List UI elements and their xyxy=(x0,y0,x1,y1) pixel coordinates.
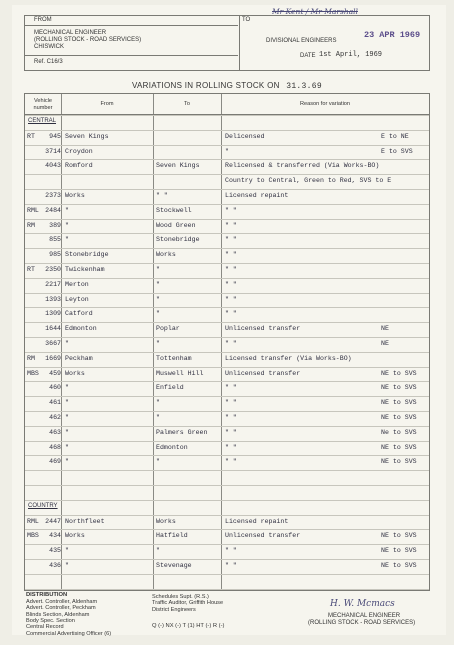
row-from: Works xyxy=(65,192,85,199)
row-reason: Unlicensed transfer xyxy=(225,532,301,540)
row-reason: " " xyxy=(225,458,237,466)
row-extra: E to SVS xyxy=(381,147,413,155)
vehicle-number: 459 xyxy=(49,369,61,377)
row-to: " xyxy=(156,340,160,347)
row-extra: NE to SVS xyxy=(381,414,417,421)
distribution-title: DISTRIBUTION xyxy=(26,592,68,598)
row-from: Catford xyxy=(65,310,93,318)
row-reason: Licensed repaint xyxy=(225,192,289,199)
col-header-from: From xyxy=(100,101,114,107)
row-reason: Delicensed xyxy=(225,132,265,140)
row-extra: NE xyxy=(381,340,389,347)
vehicle-number: 435 xyxy=(49,547,61,555)
title-text: VARIATIONS IN ROLLING STOCK ON xyxy=(132,81,280,90)
district-counts: Q (-) NX (-) T (1) HT (-) R (-) xyxy=(152,623,225,629)
row-from: Leyton xyxy=(65,295,89,303)
row-to: Wood Green xyxy=(156,221,196,229)
row-from: Works xyxy=(65,532,85,540)
vehicle-number: 389 xyxy=(49,221,61,229)
row-from: " xyxy=(65,384,69,392)
row-to: " xyxy=(156,266,160,273)
col-header-to: To xyxy=(184,101,190,107)
vehicle-number: 1644 xyxy=(45,325,61,333)
row-from: " xyxy=(65,206,69,214)
signature: H. W. Mcmacs xyxy=(330,599,395,609)
distribution-left-item: Commercial Advertising Officer (6) xyxy=(26,630,112,637)
row-to: Hatfield xyxy=(156,532,188,540)
row-from: " xyxy=(65,458,69,466)
row-reason: " " xyxy=(225,206,237,214)
from-line-2: (ROLLING STOCK - ROAD SERVICES) xyxy=(34,37,142,43)
distribution-left-item: Blinds Section, Aldenham xyxy=(26,611,90,618)
row-reason: " " xyxy=(225,295,237,303)
row-reason: Unlicensed transfer xyxy=(225,325,301,333)
row-to: " xyxy=(156,295,160,303)
row-extra: NE to SVS xyxy=(381,384,417,392)
vehicle-number: 468 xyxy=(49,443,61,451)
row-to: Tottenham xyxy=(156,354,192,362)
row-reason: " " xyxy=(225,562,237,569)
row-from: Peckham xyxy=(65,354,93,362)
row-from: " xyxy=(65,428,69,436)
to-label: TO xyxy=(242,17,251,23)
row-reason: " " xyxy=(225,547,237,555)
row-reason: " " xyxy=(225,266,237,273)
row-reason: " " xyxy=(225,310,237,318)
row-from: " xyxy=(65,399,69,407)
title-date: 31.3.69 xyxy=(286,82,322,91)
row-reason: " " xyxy=(225,340,237,347)
vehicle-number: 461 xyxy=(49,399,61,407)
row-from: Works xyxy=(65,369,85,377)
row-from: Edmonton xyxy=(65,325,97,333)
row-reason: " xyxy=(225,147,229,155)
row-from: " xyxy=(65,562,69,569)
vehicle-code: RML xyxy=(27,517,39,525)
row-extra: NE to SVS xyxy=(381,562,417,569)
vehicle-code: RML xyxy=(27,206,39,214)
distribution-middle-item: District Engineers xyxy=(152,606,196,613)
row-reason: " " xyxy=(225,399,237,407)
row-from: Twickenham xyxy=(65,266,105,273)
vehicle-code: MBS xyxy=(27,532,39,540)
row-from: " xyxy=(65,547,69,555)
row-reason: Unlicensed transfer xyxy=(225,369,301,377)
row-reason: " " xyxy=(225,236,237,244)
vehicle-number: 1393 xyxy=(45,295,61,303)
row-from: Stonebridge xyxy=(65,251,109,259)
row-reason: Licensed transfer (Via Works-BO) xyxy=(225,354,352,362)
row-from: " xyxy=(65,414,69,421)
handwritten-names: Mr Kent / Mr Marshall xyxy=(272,7,358,16)
row-extra: NE to SVS xyxy=(381,369,417,377)
document-page xyxy=(12,5,446,635)
row-reason: " " xyxy=(225,428,237,436)
distribution-left-item: Central Record xyxy=(26,624,64,631)
vehicle-number: 945 xyxy=(49,132,61,140)
row-to: " xyxy=(156,399,160,407)
row-from: " xyxy=(65,236,69,244)
distribution-left-item: Body Spec. Section xyxy=(26,617,75,624)
row-to: Edmonton xyxy=(156,443,188,451)
row-to: Palmers Green xyxy=(156,428,208,436)
distribution-left-item: Advert. Controller, Aldenham xyxy=(26,599,98,605)
vehicle-number: 434 xyxy=(49,532,61,540)
table-title xyxy=(132,81,322,91)
row-extra: NE to SVS xyxy=(381,443,417,451)
row-from: " xyxy=(65,340,69,347)
row-to: Enfield xyxy=(156,384,184,392)
vehicle-number: 469 xyxy=(49,458,61,466)
distribution-middle-item: Traffic Auditor, Griffith House xyxy=(152,600,224,607)
row-to: " xyxy=(156,458,160,466)
from-line-3: CHISWICK xyxy=(34,44,64,50)
row-from: Merton xyxy=(65,280,89,288)
vehicle-number: 2484 xyxy=(45,206,61,214)
variations-table xyxy=(24,93,430,591)
row-to: " " xyxy=(156,192,168,199)
row-reason: Licensed repaint xyxy=(225,517,289,525)
row-from: Northfleet xyxy=(65,517,105,525)
row-reason: " " xyxy=(225,280,237,288)
row-extra: E to NE xyxy=(381,132,409,140)
row-to: " xyxy=(156,280,160,288)
signature-title-2: (ROLLING STOCK - ROAD SERVICES) xyxy=(308,620,416,626)
row-extra: NE to SVS xyxy=(381,532,417,540)
row-reason: " " xyxy=(225,414,237,421)
row-extra: Ne to SVS xyxy=(381,428,417,436)
vehicle-number: 462 xyxy=(49,414,61,421)
row-to: Stevenage xyxy=(156,562,192,569)
vehicle-number: 460 xyxy=(49,384,61,392)
received-stamp: 23 APR 1969 xyxy=(364,30,421,40)
row-to: Muswell Hill xyxy=(156,369,204,377)
vehicle-number: 463 xyxy=(49,428,61,436)
section-label: COUNTRY xyxy=(28,502,58,509)
row-from: " xyxy=(65,443,69,451)
vehicle-number: 2447 xyxy=(45,517,61,525)
vehicle-number: 2217 xyxy=(45,280,61,288)
row-reason: " " xyxy=(225,251,237,259)
distribution-left-item: Advert. Controller, Peckham xyxy=(26,605,96,612)
row-reason: " " xyxy=(225,443,237,451)
row-reason: Relicensed & transferred (Via Works-BO) xyxy=(225,162,380,170)
from-label-divider xyxy=(24,25,238,26)
row-reason: Country to Central, Green to Red, SVS to E xyxy=(225,177,392,185)
row-reason: " " xyxy=(225,221,237,229)
vehicle-code: RT xyxy=(27,266,35,273)
vehicle-number: 4043 xyxy=(45,162,61,170)
row-to: " xyxy=(156,414,160,421)
vehicle-number: 2350 xyxy=(45,266,61,273)
ref-number: Ref. C16/3 xyxy=(34,59,63,65)
date-label: DATE xyxy=(300,53,316,59)
row-extra: NE to SVS xyxy=(381,458,417,466)
vehicle-number: 855 xyxy=(49,236,61,244)
vehicle-number: 3667 xyxy=(45,340,61,347)
date-value: 1st April, 1969 xyxy=(319,51,383,59)
row-from: Seven Kings xyxy=(65,132,109,140)
row-to: Works xyxy=(156,251,176,259)
vehicle-number: 1309 xyxy=(45,310,61,318)
distribution-middle-item: Schedules Supt. (R.S.) xyxy=(152,594,209,600)
row-extra: NE to SVS xyxy=(381,547,417,555)
from-line-1: MECHANICAL ENGINEER xyxy=(34,30,107,36)
vehicle-number: 985 xyxy=(49,251,61,259)
row-to: " xyxy=(156,310,160,318)
row-reason: " " xyxy=(225,384,237,392)
row-to: Seven Kings xyxy=(156,162,200,170)
vehicle-number: 2373 xyxy=(45,192,61,199)
section-label: CENTRAL xyxy=(28,118,57,124)
row-to: Poplar xyxy=(156,325,180,333)
vehicle-code: RM xyxy=(27,354,35,362)
vehicle-number: 436 xyxy=(49,562,61,569)
row-from: Romford xyxy=(65,162,93,170)
vehicle-number: 3714 xyxy=(45,147,61,155)
row-to: Stockwell xyxy=(156,206,192,214)
vehicle-code: RT xyxy=(27,132,35,140)
row-extra: NE xyxy=(381,325,389,333)
vehicle-code: MBS xyxy=(27,369,39,377)
row-to: " xyxy=(156,547,160,555)
signature-title-1: MECHANICAL ENGINEER xyxy=(328,613,401,619)
ref-divider xyxy=(24,55,238,56)
row-from: Croydon xyxy=(65,147,93,155)
col-header-vehicle: Vehicle number xyxy=(33,98,53,111)
to-value: DIVISIONAL ENGINEERS xyxy=(266,38,337,44)
row-extra: NE to SVS xyxy=(381,399,417,407)
vehicle-number: 1669 xyxy=(45,354,61,362)
col-header-reason: Reason for variation xyxy=(299,101,351,107)
from-label: FROM xyxy=(34,17,52,23)
row-to: Stonebridge xyxy=(156,236,200,244)
vehicle-code: RM xyxy=(27,221,35,229)
row-to: Works xyxy=(156,517,176,525)
row-from: " xyxy=(65,221,69,229)
